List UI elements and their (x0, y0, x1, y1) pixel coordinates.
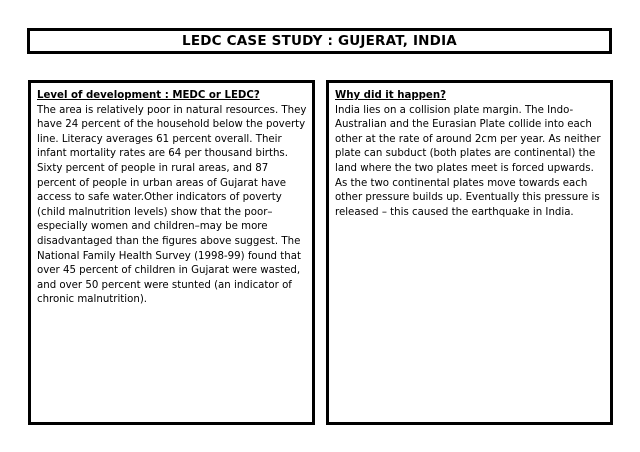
development-panel (28, 80, 315, 425)
development-text: The area is relatively poor in natural resources. They have 24 percent of the household below the poverty line. Literacy averages 61 percent overall. Their infant mortality rates are 64 per thousand births. Sixty percent of people in rural areas, and 87 percent of people in urban areas of Gujarat have access to safe water.Other indicators of poverty (child malnutrition levels) show that the poor–especially women and children–may be more disadvantaged than the figures above suggest. The National Family Health Survey (1998-99) found that over 45 percent of children in Gujarat were wasted, and over 50 percent were stunted (an indicator of chronic malnutrition). (37, 104, 307, 306)
development-heading: Level of development : MEDC or LEDC? (37, 90, 260, 101)
cause-panel (326, 80, 613, 425)
cause-text: India lies on a collision plate margin. The Indo-Australian and the Eurasian Plate collide into each other at the rate of around 2cm per year. As neither plate can subduct (both plates are continental) the land where the two plates meet is forced upwards. As the two continental plates move towards each other pressure builds up. Eventually this pressure is released – this caused the earthquake in India. (335, 104, 601, 218)
title-box (27, 28, 612, 54)
cause-heading: Why did it happen? (335, 90, 446, 101)
page-title: LEDC CASE STUDY : GUJERAT, INDIA (182, 33, 457, 49)
